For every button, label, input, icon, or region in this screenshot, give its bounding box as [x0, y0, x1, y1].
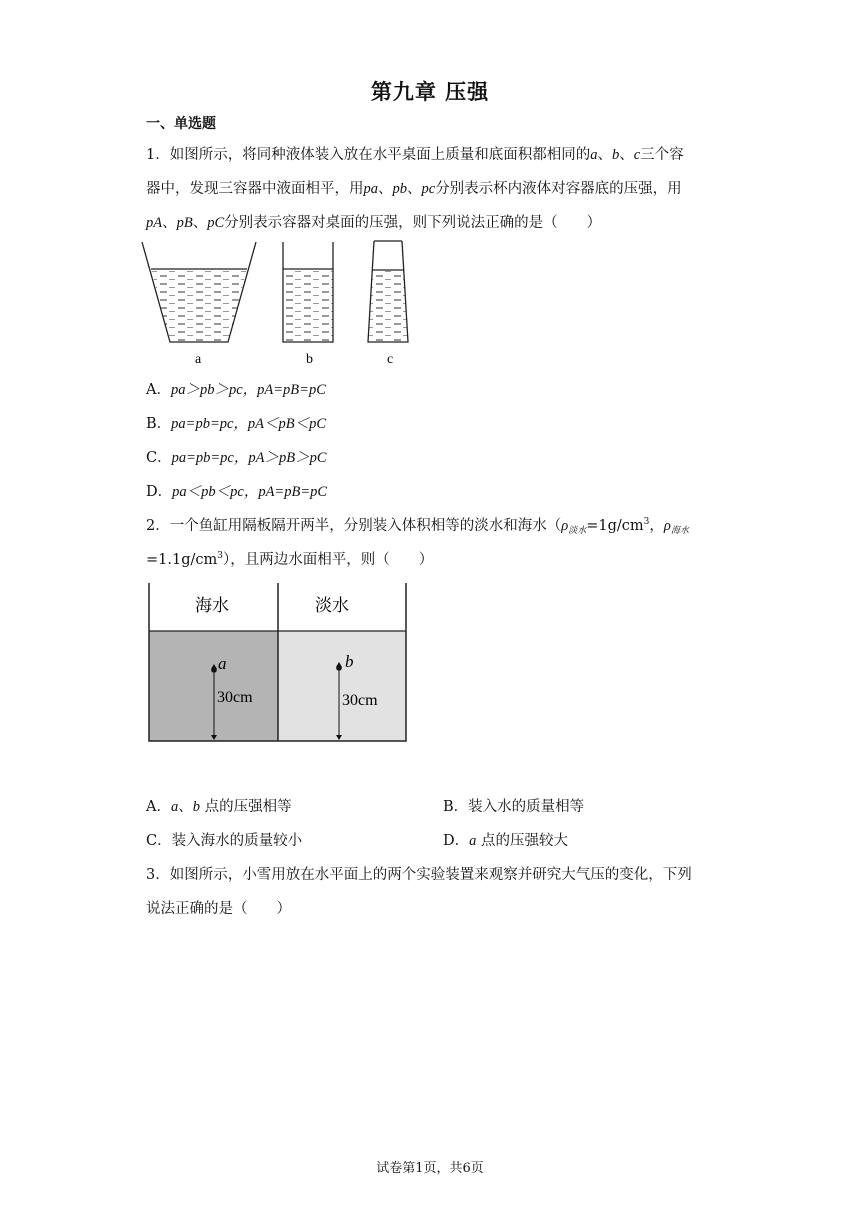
q2-option-b[interactable]	[443, 795, 584, 816]
point-b-label: b	[345, 652, 354, 671]
rho-symbol: ρ	[561, 518, 569, 534]
point-a-label: a	[218, 654, 227, 673]
option-label: C．	[146, 833, 172, 849]
option-label: A．	[146, 382, 171, 398]
container-a	[142, 242, 256, 342]
fresh-water	[278, 631, 406, 741]
q1-text: 分别表示杯内液体对容器底的压强，用	[435, 181, 682, 197]
q2-fish-tank-figure	[148, 583, 410, 745]
depth-b-label: 30cm	[342, 692, 378, 709]
page-footer: 试卷第1页，共6页	[376, 1161, 484, 1176]
option-label: D．	[443, 833, 470, 849]
var-a: a	[590, 147, 598, 163]
option-label: D．	[146, 484, 173, 500]
sea-label: 海水	[195, 596, 229, 616]
option-text: pa=pb=pc，pA＞pB＞pC	[171, 450, 327, 466]
q2-text: 2．一个鱼缸用隔板隔开两半，分别装入体积相等的淡水和海水（	[146, 518, 562, 534]
option-text: pa＞pb＞pc，pA=pB=pC	[170, 382, 326, 398]
page-title: 第九章 压强	[370, 80, 490, 104]
separator: 、	[178, 799, 193, 815]
option-label: B．	[443, 799, 469, 815]
q1-line-3: pA、pB、pC分别表示容器对桌面的压强，则下列说法正确的是（ ）	[146, 215, 602, 231]
label-a: a	[195, 352, 202, 367]
option-text: 点的压强相等	[204, 799, 292, 815]
var-pa: pa	[363, 181, 378, 197]
q3-line-2: 说法正确的是（ ）	[146, 901, 291, 917]
q1-text: 分别表示容器对桌面的压强，则下列说法正确的是（ ）	[224, 215, 602, 231]
option-text: 装入水的质量相等	[468, 799, 585, 815]
q1-option-d[interactable]	[146, 480, 327, 501]
container-b	[283, 242, 333, 342]
q2-line-1	[146, 514, 689, 535]
var-pA: pA	[146, 215, 163, 231]
q1-line-2: 器中，发现三容器中液面相平，用pa、pb、pc分别表示杯内液体对容器底的压强，用	[146, 181, 682, 197]
option-label: A．	[146, 799, 171, 815]
q1-text: 器中，发现三容器中液面相平，用	[146, 181, 364, 197]
unit-superscript: 3	[217, 551, 223, 561]
option-label: B．	[146, 416, 172, 432]
fresh-label: 淡水	[315, 596, 349, 616]
rho-sub-sea: 海水	[670, 526, 689, 536]
rho-sea-value: =1.1g/cm	[146, 552, 218, 568]
var-pC: pC	[207, 215, 225, 231]
depth-a-label: 30cm	[217, 689, 253, 706]
q1-option-a[interactable]	[146, 378, 326, 399]
q1-option-b[interactable]	[146, 412, 326, 433]
option-label: C．	[146, 450, 172, 466]
q2-text: ），且两边水面相平，则（ ）	[222, 552, 434, 568]
q2-option-c[interactable]	[146, 829, 302, 850]
var-pB: pB	[176, 215, 193, 231]
separator: ，	[649, 518, 664, 534]
rho-fresh-value: =1g/cm	[586, 518, 644, 534]
var-b: b	[192, 799, 200, 815]
var-a: a	[469, 833, 477, 849]
unit-superscript: 3	[643, 517, 650, 527]
option-text: 点的压强较大	[481, 833, 568, 849]
q2-line-2	[146, 548, 433, 569]
section-heading: 一、单选题	[146, 116, 216, 132]
rho-symbol: ρ	[663, 518, 671, 534]
q1-text: 三个容	[640, 147, 684, 163]
label-b: b	[306, 352, 313, 367]
q1-containers-figure	[140, 232, 430, 372]
var-pc: pc	[421, 181, 436, 197]
q1-option-c[interactable]	[146, 446, 327, 467]
q1-text: 1．如图所示，将同种液体装入放在水平桌面上质量和底面积都相同的	[146, 147, 591, 163]
var-pb: pb	[392, 181, 407, 197]
option-text: pa=pb=pc，pA＜pB＜pC	[171, 416, 327, 432]
q2-option-d[interactable]	[443, 829, 568, 850]
q3-line-1: 3．如图所示，小雪用放在水平面上的两个实验装置来观察并研究大气压的变化，下列	[146, 867, 692, 883]
rho-sub-fresh: 淡水	[568, 526, 587, 536]
container-c	[368, 241, 408, 342]
q1-line-1: 1．如图所示，将同种液体装入放在水平桌面上质量和底面积都相同的a、b、c三个容	[146, 147, 684, 163]
var-a: a	[170, 799, 179, 815]
var-b: b	[611, 147, 620, 163]
var-c: c	[633, 147, 641, 163]
q2-option-a[interactable]	[146, 795, 292, 816]
label-c: c	[387, 352, 394, 367]
option-text: pa＜pb＜pc，pA=pB=pC	[172, 484, 328, 500]
option-text: 装入海水的质量较小	[171, 833, 303, 849]
